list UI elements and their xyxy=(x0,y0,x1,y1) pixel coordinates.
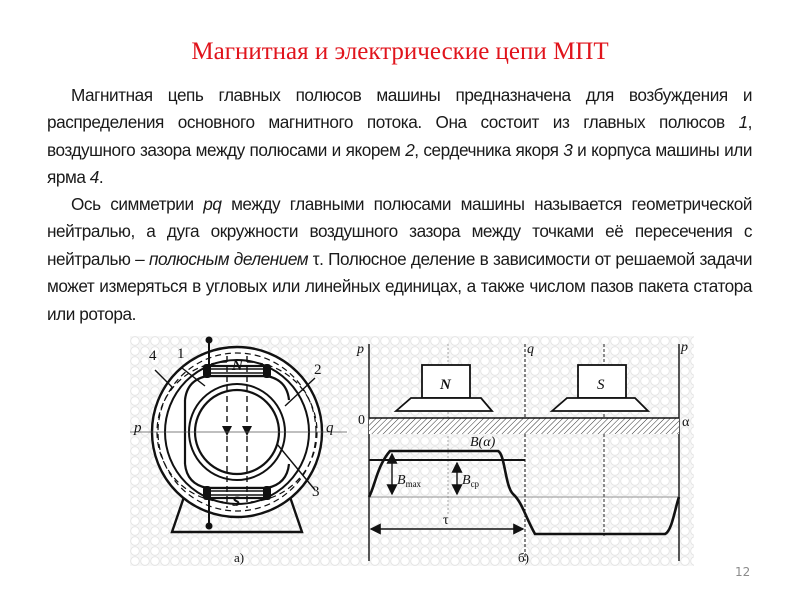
chart-label-p-right: p xyxy=(681,340,688,355)
chart-bavg-label: $B_{ср}$ xyxy=(462,473,480,489)
label-axis-q: q xyxy=(326,420,334,436)
paragraph-text: между главными полюсами машины называется геометрической нейтралью, а дуга окружности воздушного зазора между точками её пересечения с нейтралью – xyxy=(47,194,752,269)
paragraph-magnetic-circuit xyxy=(47,82,752,192)
slide-title: Магнитная и электрические цепи МПТ xyxy=(191,38,609,65)
paragraph-text: Ось симметрии xyxy=(71,194,204,214)
chart-x-axis-label: α xyxy=(682,415,690,430)
italic-term: 1 xyxy=(738,112,748,133)
italic-term: полюсным делением xyxy=(148,248,309,269)
chart-pole-s: S xyxy=(597,377,605,393)
label-gap-2: 2 xyxy=(314,362,322,378)
paragraph-text: τ. Полюсное деление в зависимости от решаемой задачи может измеряться в угловых или линейных единицах, а также числом пазов пакета статора или ротора. xyxy=(47,248,752,324)
chart-curve-label: B(α) xyxy=(470,435,496,450)
paragraph-text: Магнитная цепь главных полюсов машины предназначена для возбуждения и распределения основного магнитного потока. Она состоит из главных полюсов xyxy=(47,85,752,133)
label-yoke-4: 4 xyxy=(149,348,157,364)
italic-term: 4 xyxy=(89,167,99,188)
paragraph-text: , воздушного зазора между полюсами и якорем xyxy=(47,112,752,160)
pole-n-label: N xyxy=(232,358,243,374)
italic-term: 3 xyxy=(563,139,573,160)
label-core-3: 3 xyxy=(312,484,320,500)
caption-a: а) xyxy=(234,550,245,565)
chart-bmax-label: $B_{max}$ xyxy=(397,473,422,489)
pole-s-label: S xyxy=(232,494,241,510)
chart-label-q: q xyxy=(527,342,534,357)
chart-label-p-left: p xyxy=(357,342,364,357)
chart-tau-label: τ xyxy=(443,513,449,528)
label-pole-1: 1 xyxy=(177,346,185,362)
label-axis-p: p xyxy=(134,420,142,436)
italic-term: pq xyxy=(203,194,222,214)
chart-origin-label: 0 xyxy=(358,413,365,428)
caption-b: б) xyxy=(518,550,529,565)
paragraph-text: . xyxy=(98,167,104,188)
chart-pole-n: N xyxy=(440,377,451,393)
paragraph-geometric-neutral xyxy=(47,191,752,328)
italic-term: 2 xyxy=(405,139,415,160)
paragraph-text: , сердечника якоря xyxy=(414,139,564,160)
paragraph-text: и корпуса машины или ярма xyxy=(47,139,752,188)
machine-figure xyxy=(130,336,694,566)
slide-number: 12 xyxy=(735,565,751,579)
